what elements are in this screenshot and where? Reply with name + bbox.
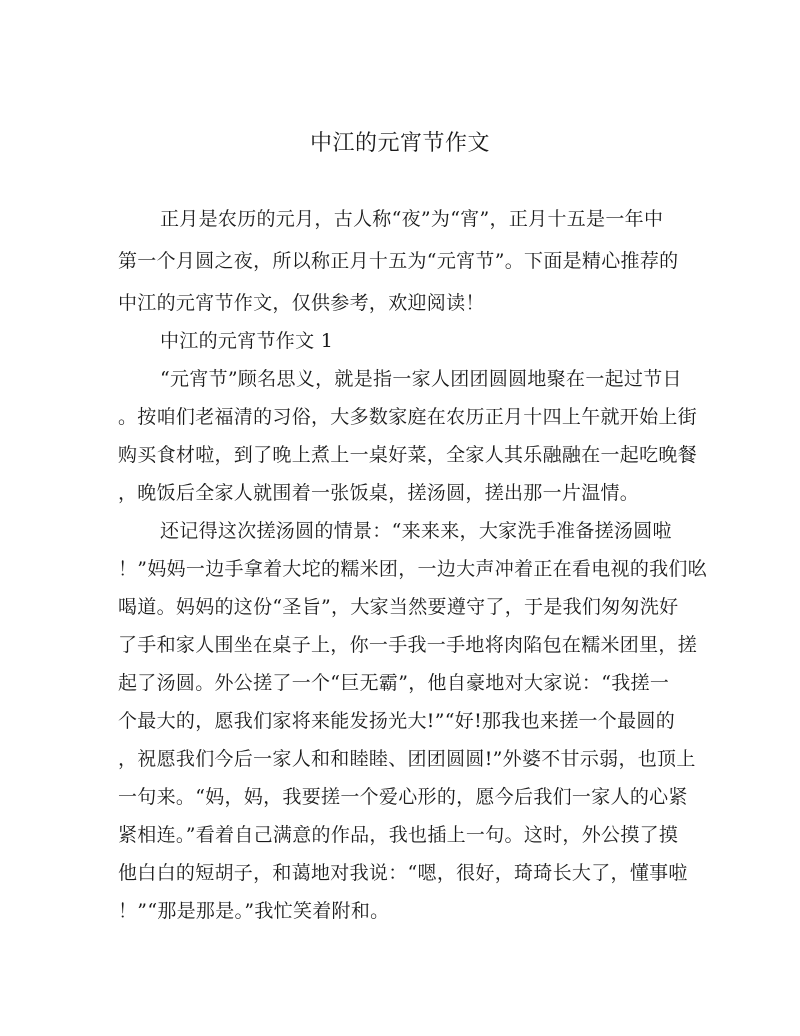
text-line: 喝道。妈妈的这份“圣旨”，大家当然要遵守了，于是我们匆匆洗好 (118, 596, 679, 618)
text-line: “元宵节”顾名思义，就是指一家人团团圆圆地聚在一起过节日 (160, 368, 682, 390)
text-line: 一句来。“妈，妈，我要搓一个爱心形的，愿今后我们一家人的心紧 (118, 786, 688, 808)
text-line: 个最大的，愿我们家将来能发扬光大!”“好!那我也来搓一个最圆的 (118, 710, 675, 732)
text-line: ！”“那是那是。”我忙笑着附和。 (118, 900, 390, 922)
text-line: 。按咱们老福清的习俗，大多数家庭在农历正月十四上午就开始上街 (118, 406, 698, 428)
text-line: ，晚饭后全家人就围着一张饭桌，搓汤圆，搓出那一片温情。 (118, 482, 640, 504)
text-line: ！”妈妈一边手拿着大坨的糯米团，一边大声冲着正在看电视的我们吆 (118, 558, 708, 580)
text-line: 中江的元宵节作文，仅供参考，欢迎阅读！ (118, 292, 485, 314)
text-line: ，祝愿我们今后一家人和和睦睦、团团圆圆!”外婆不甘示弱，也顶上 (118, 748, 696, 770)
text-line: 购买食材啦，到了晚上煮上一桌好菜，全家人其乐融融在一起吃晚餐 (118, 444, 698, 466)
document-title: 中江的元宵节作文 (309, 131, 490, 156)
text-line: 起了汤圆。外公搓了一个“巨无霸”，他自豪地对大家说：“我搓一 (118, 672, 670, 694)
text-line: 了手和家人围坐在桌子上，你一手我一手地将肉陷包在糯米团里，搓 (118, 634, 698, 656)
text-line: 正月是农历的元月，古人称“夜”为“宵”，正月十五是一年中 (160, 208, 664, 230)
text-line: 他白白的短胡子，和蔼地对我说：“嗯，很好，琦琦长大了，懂事啦 (118, 862, 688, 884)
text-line: 还记得这次搓汤圆的情景：“来来来，大家洗手准备搓汤圆啦 (160, 520, 672, 542)
section-heading: 中江的元宵节作文 1 (160, 330, 334, 352)
text-line: 第一个月圆之夜，所以称正月十五为“元宵节”。下面是精心推荐的 (118, 250, 679, 272)
text-line: 紧相连。”看着自己满意的作品，我也插上一句。这时，外公摸了摸 (118, 824, 679, 846)
